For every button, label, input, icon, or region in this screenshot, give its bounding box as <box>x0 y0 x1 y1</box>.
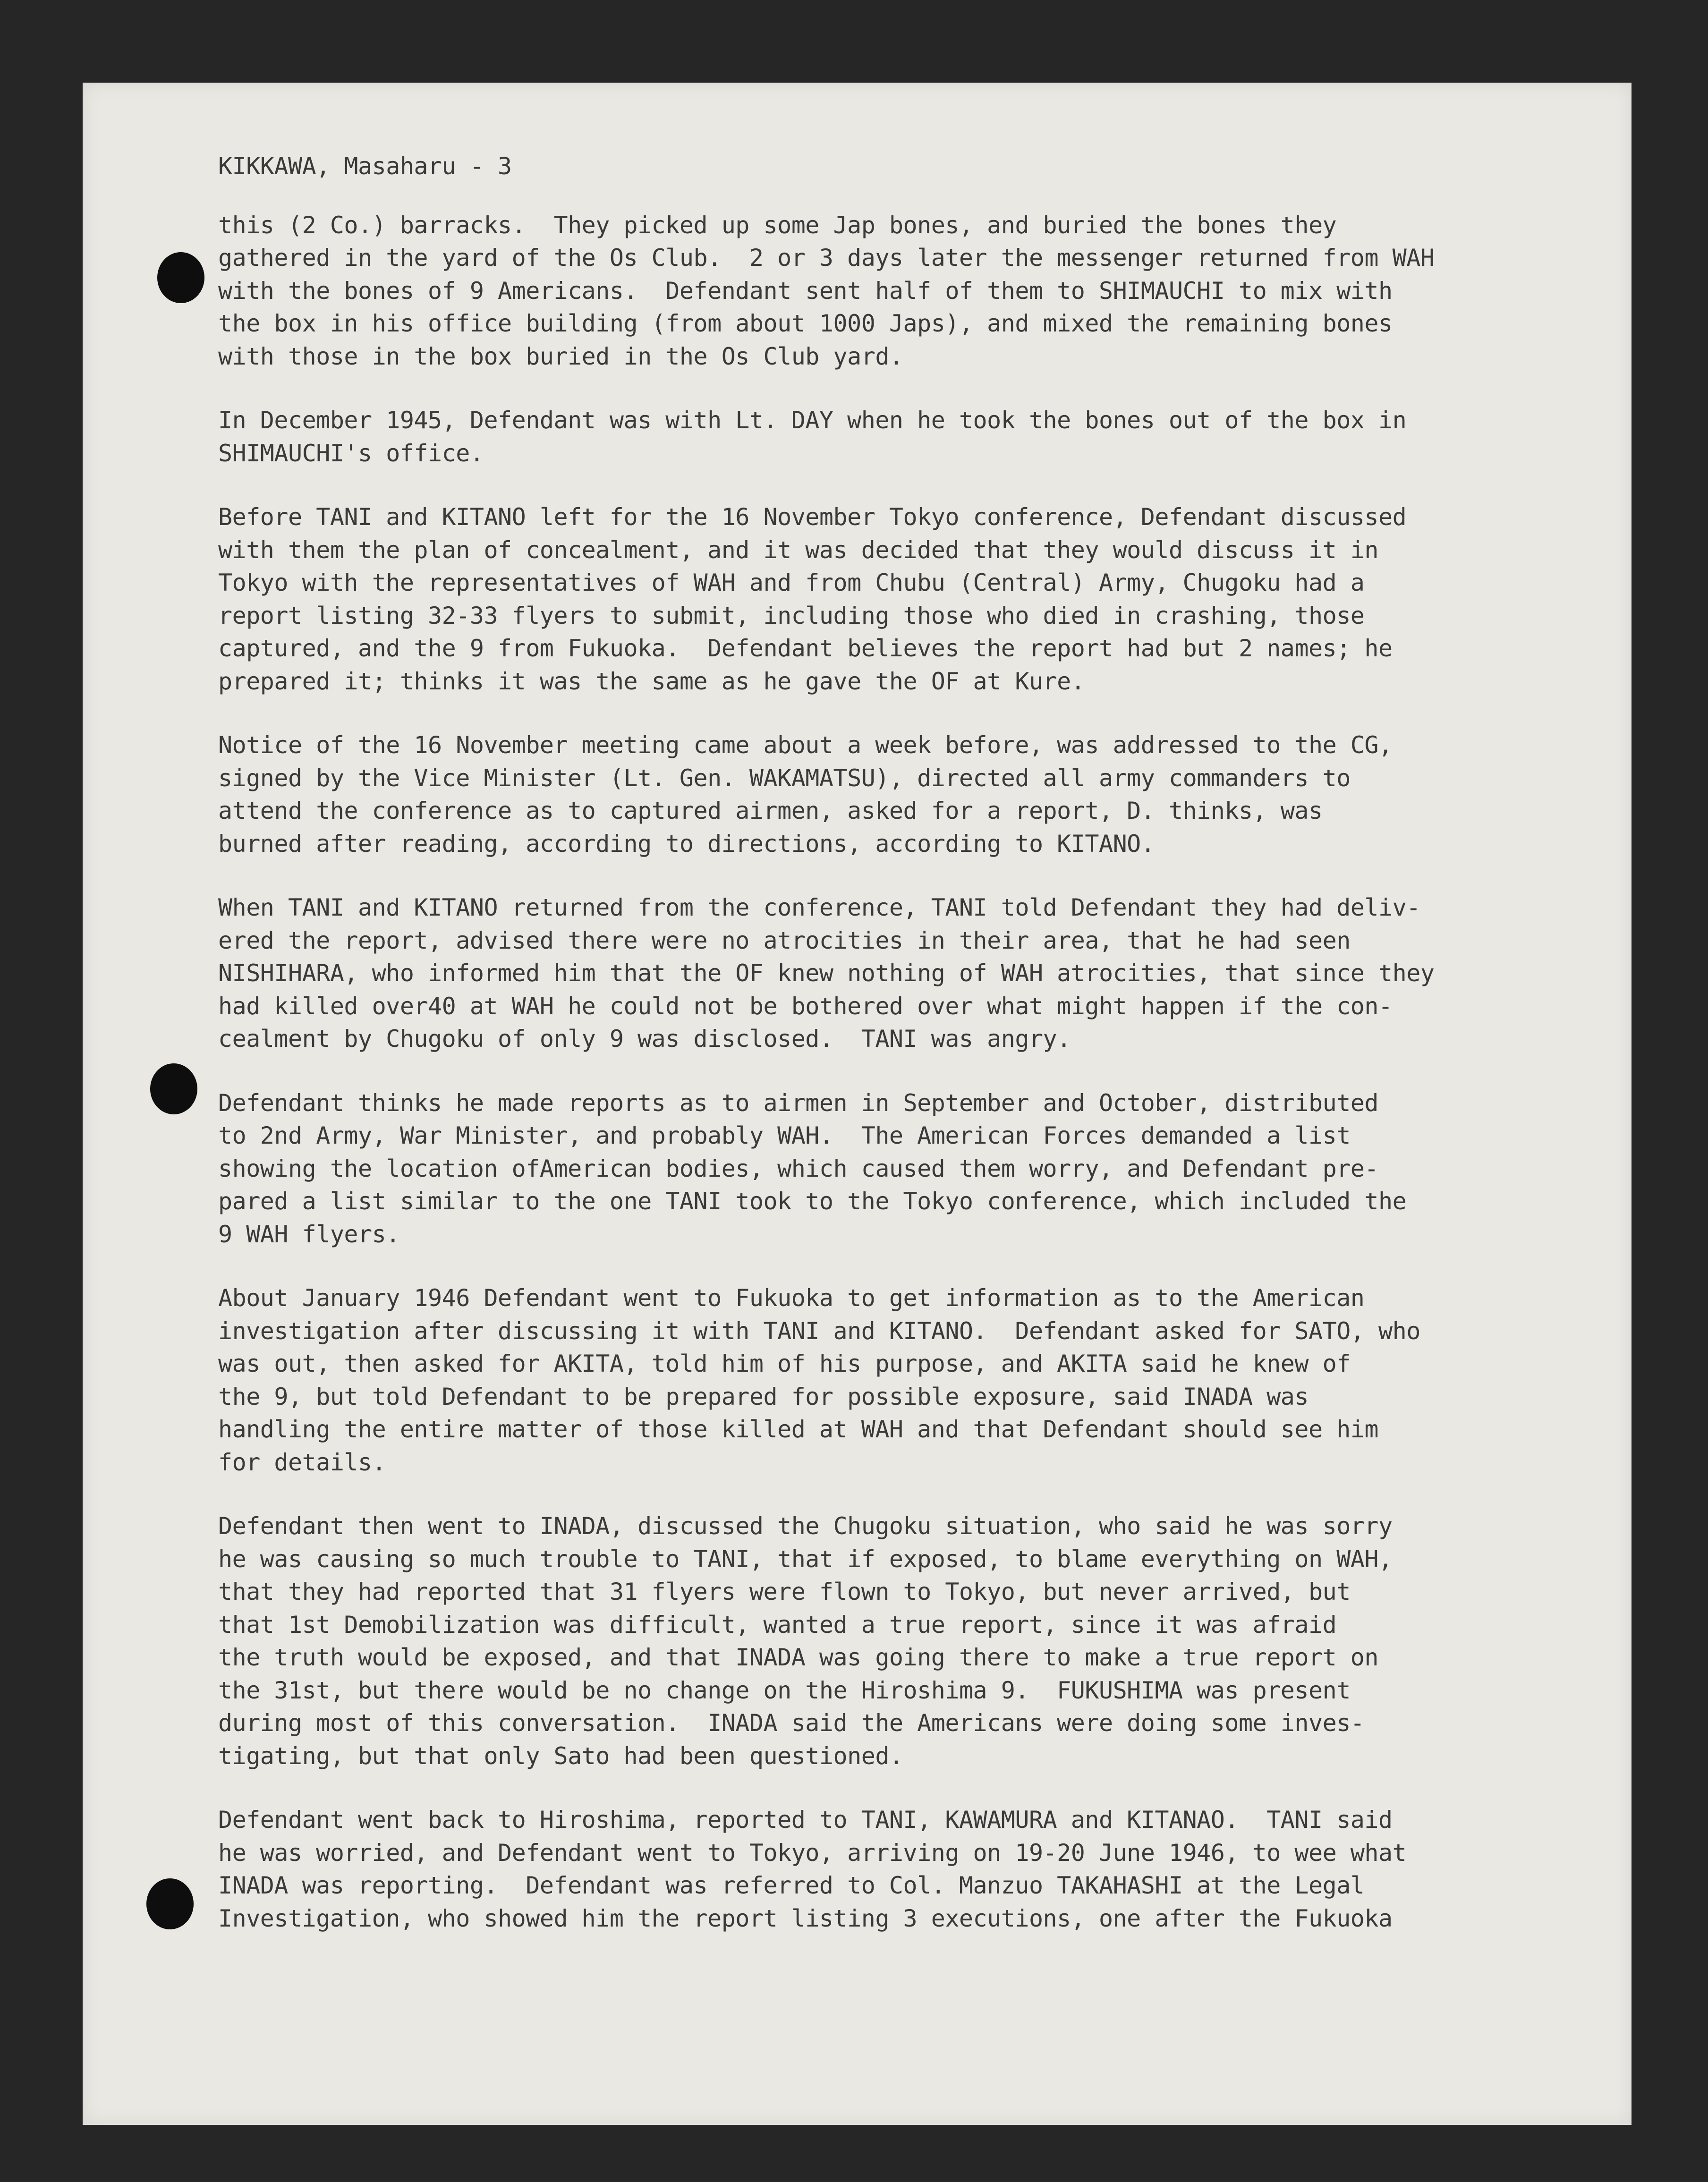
paragraph-1 <box>218 209 1616 374</box>
text-line: ered the report, advised there were no atrocities in their area, that he had seen <box>218 926 1351 954</box>
text-line: Defendant then went to INADA, discussed the Chugoku situation, who said he was sorry <box>218 1512 1393 1540</box>
paragraph-9 <box>218 1804 1616 1935</box>
text-line: signed by the Vice Minister (Lt. Gen. WAKAMATSU), directed all army commanders to <box>218 764 1351 792</box>
text-line: investigation after discussing it with TANI and KITANO. Defendant asked for SATO, who <box>218 1317 1420 1345</box>
text-line: cealment by Chugoku of only 9 was disclosed. TANI was angry. <box>218 1025 1071 1053</box>
paragraph-7 <box>218 1282 1616 1479</box>
text-line: with the bones of 9 Americans. Defendant sent half of them to SHIMAUCHI to mix with <box>218 277 1393 305</box>
text-line: was out, then asked for AKITA, told him of his purpose, and AKITA said he knew of <box>218 1350 1351 1377</box>
text-line: pared a list similar to the one TANI took to the Tokyo conference, which included the <box>218 1188 1407 1215</box>
text-line: this (2 Co.) barracks. They picked up some Jap bones, and buried the bones they <box>218 211 1337 239</box>
text-line: Investigation, who showed him the report listing 3 executions, one after the Fukuoka <box>218 1904 1393 1932</box>
paragraph-8 <box>218 1510 1616 1773</box>
text-line: 9 WAH flyers. <box>218 1220 400 1248</box>
text-line: the 9, but told Defendant to be prepared for possible exposure, said INADA was <box>218 1383 1309 1410</box>
text-line: burned after reading, according to directions, according to KITANO. <box>218 830 1155 858</box>
text-line: Before TANI and KITANO left for the 16 November Tokyo conference, Defendant discussed <box>218 503 1407 531</box>
page-header: KIKKAWA, Masaharu - 3 <box>218 153 512 180</box>
text-line: gathered in the yard of the Os Club. 2 or 3 days later the messenger returned from WAH <box>218 244 1435 272</box>
text-line: he was causing so much trouble to TANI, that if exposed, to blame everything on WAH, <box>218 1545 1393 1573</box>
text-line: with them the plan of concealment, and it was decided that they would discuss it in <box>218 536 1379 564</box>
text-line: SHIMAUCHI's office. <box>218 439 484 467</box>
text-line: handling the entire matter of those killed at WAH and that Defendant should see him <box>218 1416 1379 1443</box>
page-text <box>218 150 1616 1966</box>
text-line: the box in his office building (from about 1000 Japs), and mixed the remaining bones <box>218 310 1393 337</box>
text-line: had killed over40 at WAH he could not be bothered over what might happen if the con- <box>218 992 1393 1020</box>
text-line: About January 1946 Defendant went to Fukuoka to get information as to the American <box>218 1284 1365 1312</box>
text-line: that 1st Demobilization was difficult, wanted a true report, since it was afraid <box>218 1611 1337 1639</box>
text-line: during most of this conversation. INADA said the Americans were doing some inves- <box>218 1709 1365 1737</box>
text-line: When TANI and KITANO returned from the conference, TANI told Defendant they had deliv- <box>218 894 1420 921</box>
text-line: Defendant thinks he made reports as to airmen in September and October, distributed <box>218 1089 1379 1117</box>
text-line: tigating, but that only Sato had been questioned. <box>218 1742 903 1770</box>
text-line: NISHIHARA, who informed him that the OF knew nothing of WAH atrocities, that since they <box>218 959 1435 987</box>
punch-hole-top <box>157 252 204 303</box>
text-line: that they had reported that 31 flyers were flown to Tokyo, but never arrived, but <box>218 1578 1351 1605</box>
paragraph-6 <box>218 1087 1616 1251</box>
text-line: attend the conference as to captured airmen, asked for a report, D. thinks, was <box>218 797 1323 824</box>
paragraph-2 <box>218 404 1616 470</box>
text-line: for details. <box>218 1448 386 1476</box>
punch-hole-middle <box>150 1063 197 1114</box>
text-line: Tokyo with the representatives of WAH and from Chubu (Central) Army, Chugoku had a <box>218 569 1365 596</box>
text-line: prepared it; thinks it was the same as he gave the OF at Kure. <box>218 667 1085 695</box>
paragraph-4 <box>218 729 1616 860</box>
text-line: INADA was reporting. Defendant was referred to Col. Manzuo TAKAHASHI at the Legal <box>218 1872 1365 1899</box>
text-line: showing the location ofAmerican bodies, which caused them worry, and Defendant pre- <box>218 1155 1379 1182</box>
text-line: with those in the box buried in the Os Club yard. <box>218 342 903 370</box>
text-line: Notice of the 16 November meeting came about a week before, was addressed to the CG, <box>218 731 1393 759</box>
text-line: to 2nd Army, War Minister, and probably WAH. The American Forces demanded a list <box>218 1122 1351 1149</box>
text-line: he was worried, and Defendant went to Tokyo, arriving on 19-20 June 1946, to wee what <box>218 1839 1407 1867</box>
paragraph-3 <box>218 501 1616 698</box>
text-line: the 31st, but there would be no change on the Hiroshima 9. FUKUSHIMA was present <box>218 1676 1351 1704</box>
text-line: the truth would be exposed, and that INADA was going there to make a true report on <box>218 1644 1379 1671</box>
text-line: report listing 32-33 flyers to submit, including those who died in crashing, those <box>218 602 1365 629</box>
text-line: captured, and the 9 from Fukuoka. Defendant believes the report had but 2 names; he <box>218 635 1393 662</box>
paragraph-5 <box>218 891 1616 1056</box>
punch-hole-bottom <box>146 1878 194 1929</box>
text-line: Defendant went back to Hiroshima, reported to TANI, KAWAMURA and KITANAO. TANI said <box>218 1806 1393 1834</box>
text-line: In December 1945, Defendant was with Lt. DAY when he took the bones out of the box in <box>218 407 1407 434</box>
